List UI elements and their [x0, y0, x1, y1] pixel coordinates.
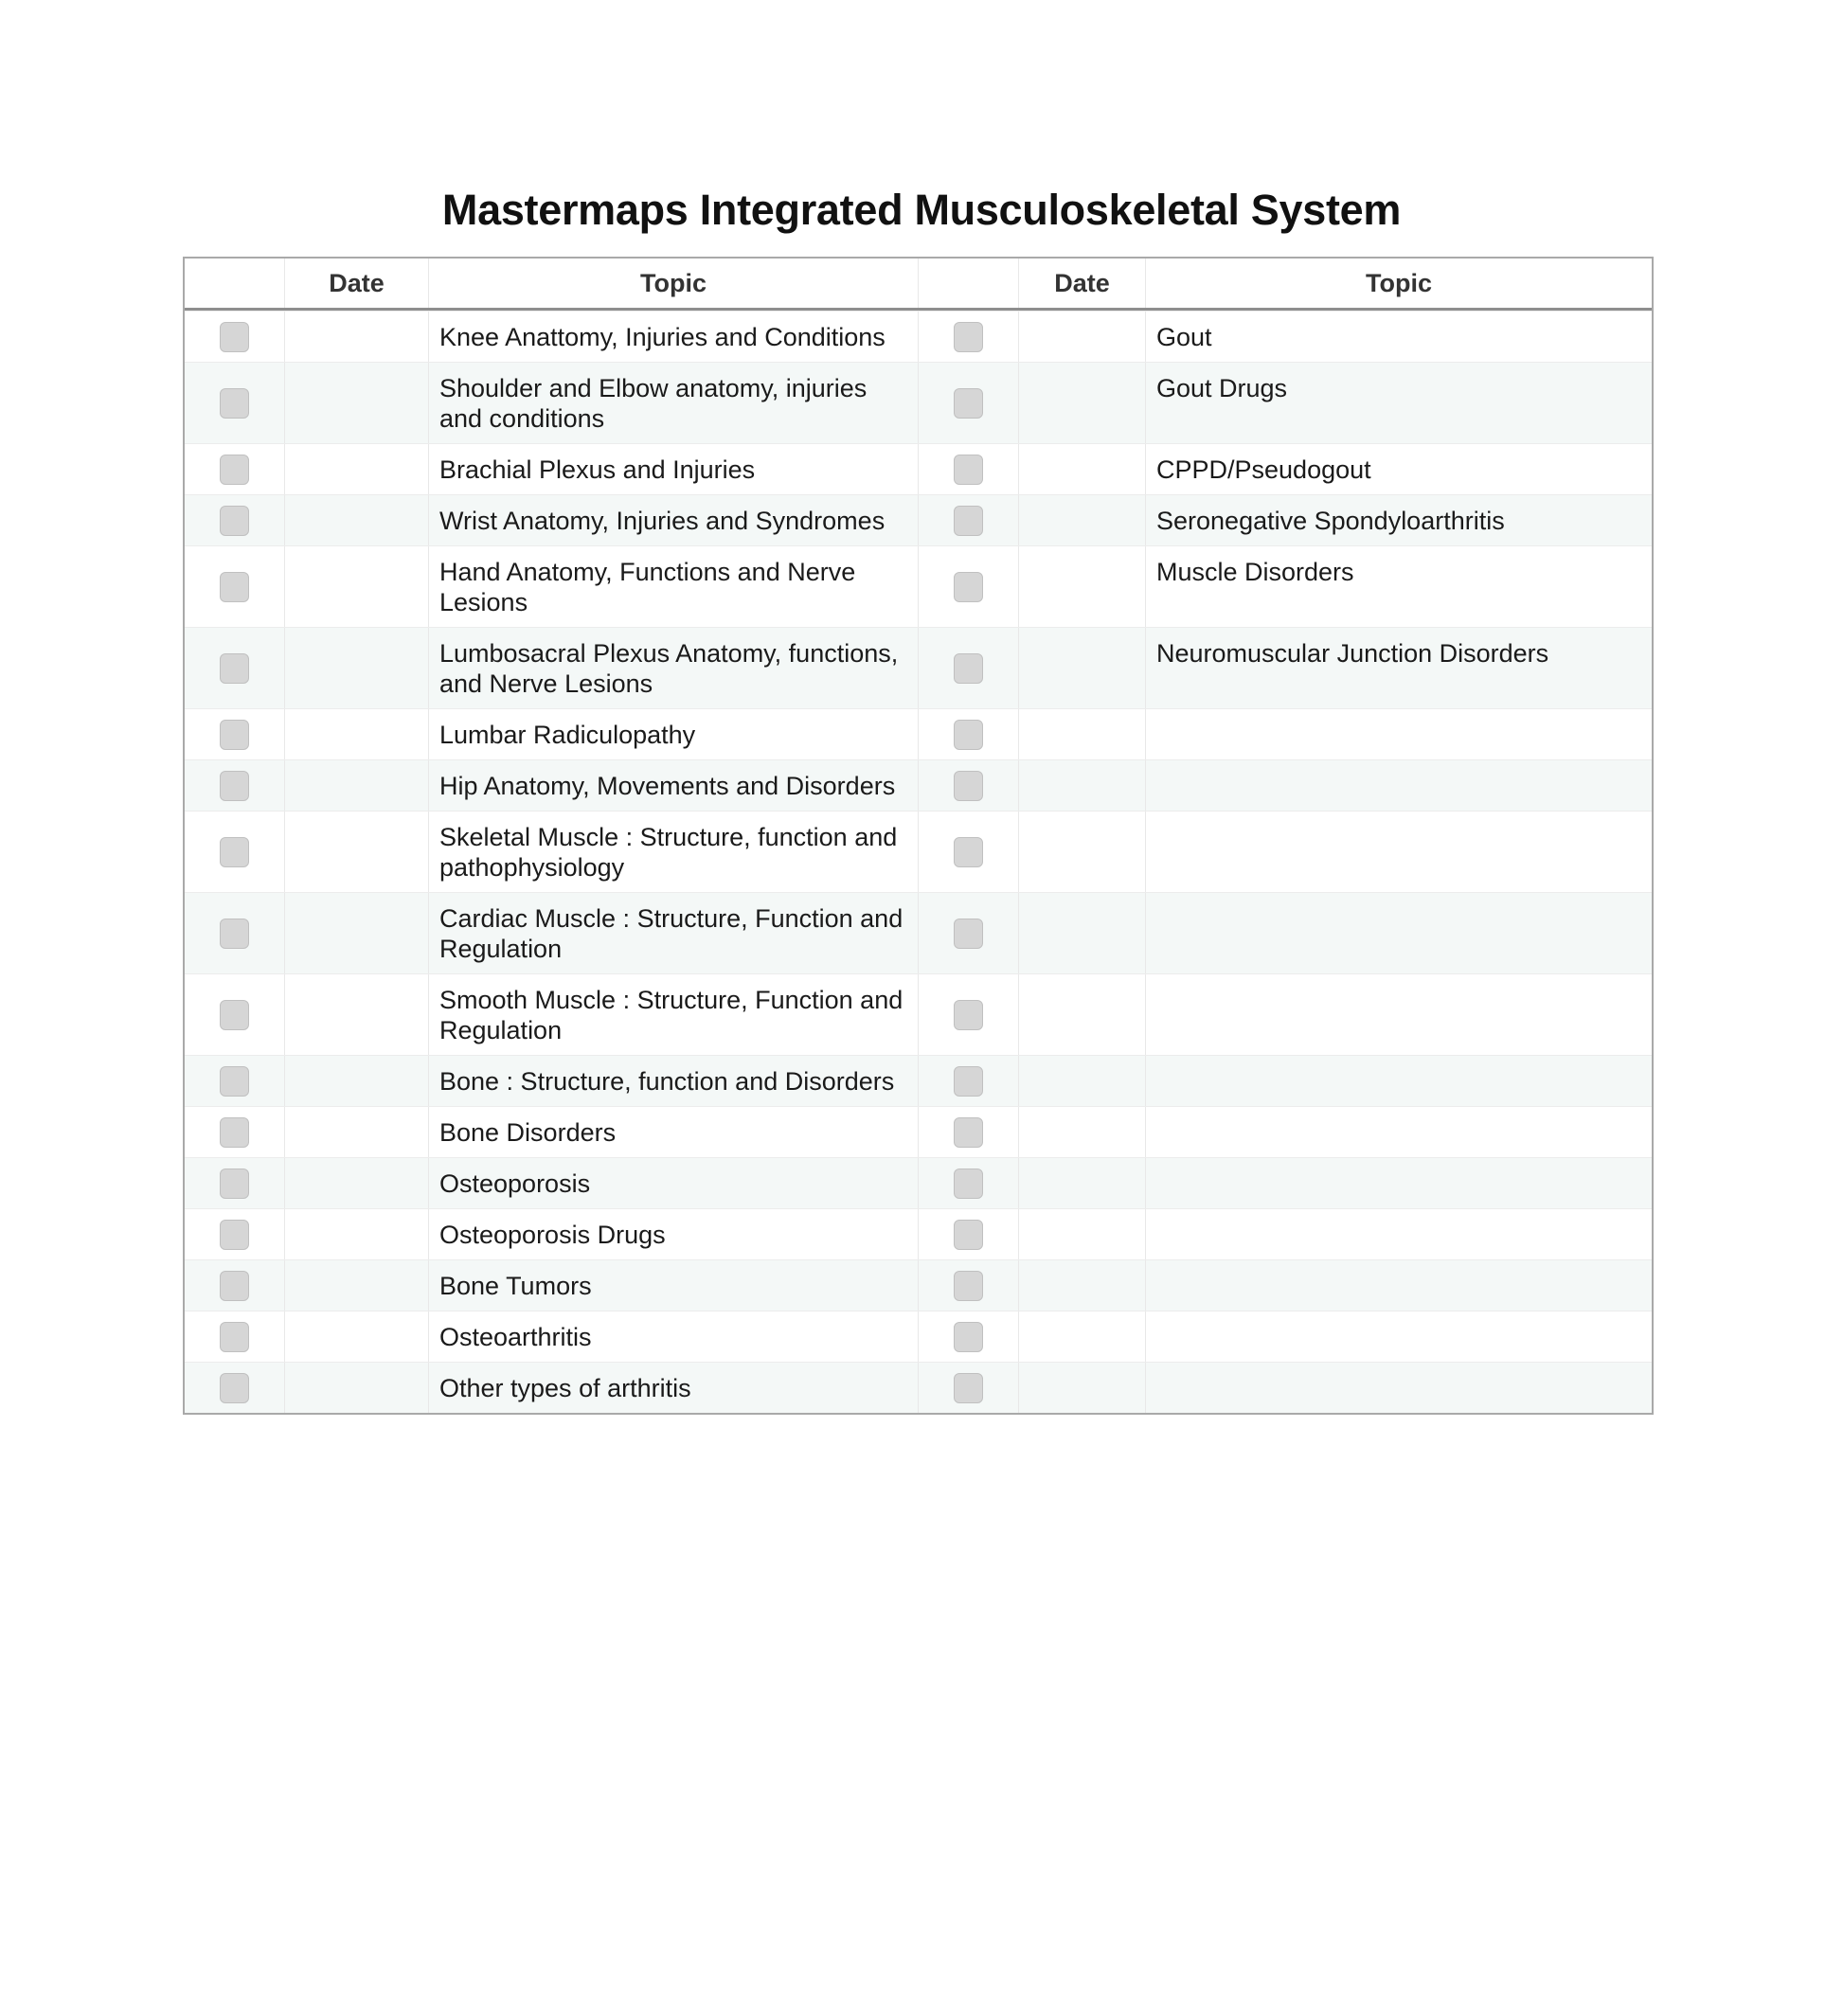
check-cell-left [185, 363, 284, 443]
check-cell-left [185, 893, 284, 973]
table-row [185, 1208, 1652, 1259]
date-cell-right[interactable] [1018, 812, 1145, 892]
check-cell-left [185, 1107, 284, 1157]
checkbox-left[interactable] [220, 1066, 249, 1097]
date-cell-left[interactable] [284, 812, 428, 892]
topic-cell-right [1145, 1107, 1652, 1157]
date-cell-right[interactable] [1018, 1260, 1145, 1311]
checkbox-right[interactable] [954, 1169, 983, 1199]
checkbox-right[interactable] [954, 837, 983, 867]
table-body [185, 311, 1652, 1413]
header-check-col-right [918, 259, 1018, 308]
check-cell-right [918, 1158, 1018, 1208]
topic-cell-left: Bone : Structure, function and Disorders [428, 1056, 918, 1106]
checkbox-right[interactable] [954, 1117, 983, 1148]
check-cell-right [918, 1056, 1018, 1106]
check-cell-right [918, 893, 1018, 973]
table-row [185, 973, 1652, 1055]
checkbox-left[interactable] [220, 322, 249, 352]
date-cell-right[interactable] [1018, 312, 1145, 362]
topic-cell-left: Skeletal Muscle : Structure, function and pathophysiology [428, 812, 918, 892]
table-row [185, 1259, 1652, 1311]
checkbox-left[interactable] [220, 837, 249, 867]
checkbox-right[interactable] [954, 1271, 983, 1301]
checkbox-left[interactable] [220, 1220, 249, 1250]
checkbox-right[interactable] [954, 653, 983, 684]
date-cell-right[interactable] [1018, 546, 1145, 627]
date-cell-left[interactable] [284, 1363, 428, 1413]
checkbox-right[interactable] [954, 455, 983, 485]
date-cell-left[interactable] [284, 1260, 428, 1311]
table-header [185, 259, 1652, 311]
check-cell-right [918, 1311, 1018, 1362]
checkbox-left[interactable] [220, 919, 249, 949]
checkbox-left[interactable] [220, 653, 249, 684]
checkbox-left[interactable] [220, 506, 249, 536]
checkbox-left[interactable] [220, 572, 249, 602]
table-row [185, 1362, 1652, 1413]
topic-cell-left: Knee Anattomy, Injuries and Conditions [428, 312, 918, 362]
table-row [185, 759, 1652, 811]
date-cell-left[interactable] [284, 1056, 428, 1106]
checkbox-right[interactable] [954, 919, 983, 949]
check-cell-left [185, 760, 284, 811]
topic-cell-left: Bone Disorders [428, 1107, 918, 1157]
date-cell-right[interactable] [1018, 709, 1145, 759]
check-cell-left [185, 1311, 284, 1362]
topic-cell-right [1145, 1158, 1652, 1208]
check-cell-right [918, 974, 1018, 1055]
checkbox-right[interactable] [954, 720, 983, 750]
checkbox-right[interactable] [954, 1066, 983, 1097]
topic-cell-right [1145, 974, 1652, 1055]
checkbox-left[interactable] [220, 771, 249, 801]
table-row [185, 1106, 1652, 1157]
topic-cell-left: Hip Anatomy, Movements and Disorders [428, 760, 918, 811]
date-cell-left[interactable] [284, 893, 428, 973]
check-cell-right [918, 812, 1018, 892]
check-cell-left [185, 1260, 284, 1311]
date-cell-left[interactable] [284, 628, 428, 708]
topic-cell-right: CPPD/Pseudogout [1145, 444, 1652, 494]
check-cell-left [185, 1056, 284, 1106]
checkbox-right[interactable] [954, 1220, 983, 1250]
topic-cell-right [1145, 1311, 1652, 1362]
checkbox-left[interactable] [220, 1322, 249, 1352]
check-cell-left [185, 974, 284, 1055]
check-cell-right [918, 546, 1018, 627]
table-row [185, 1157, 1652, 1208]
date-cell-left[interactable] [284, 1107, 428, 1157]
date-cell-right[interactable] [1018, 1107, 1145, 1157]
table-row [185, 708, 1652, 759]
checkbox-left[interactable] [220, 1271, 249, 1301]
topic-cell-right [1145, 812, 1652, 892]
date-cell-right[interactable] [1018, 1158, 1145, 1208]
topic-cell-left: Lumbar Radiculopathy [428, 709, 918, 759]
checklist-table [183, 257, 1654, 1415]
topic-cell-right [1145, 893, 1652, 973]
table-row [185, 1055, 1652, 1106]
date-cell-right[interactable] [1018, 495, 1145, 545]
date-cell-left[interactable] [284, 1209, 428, 1259]
checkbox-right[interactable] [954, 1000, 983, 1030]
check-cell-left [185, 444, 284, 494]
topic-cell-left: Wrist Anatomy, Injuries and Syndromes [428, 495, 918, 545]
table-row [185, 811, 1652, 892]
check-cell-right [918, 495, 1018, 545]
date-cell-right[interactable] [1018, 1056, 1145, 1106]
topic-cell-left: Osteoporosis [428, 1158, 918, 1208]
header-date-left: Date [284, 259, 428, 308]
topic-cell-left: Brachial Plexus and Injuries [428, 444, 918, 494]
check-cell-left [185, 546, 284, 627]
topic-cell-right [1145, 1056, 1652, 1106]
checkbox-right[interactable] [954, 322, 983, 352]
check-cell-right [918, 363, 1018, 443]
date-cell-left[interactable] [284, 974, 428, 1055]
topic-cell-left: Osteoarthritis [428, 1311, 918, 1362]
topic-cell-right: Gout Drugs [1145, 363, 1652, 443]
checkbox-right[interactable] [954, 506, 983, 536]
check-cell-left [185, 495, 284, 545]
table-row [185, 362, 1652, 443]
checkbox-right[interactable] [954, 1373, 983, 1403]
check-cell-left [185, 1363, 284, 1413]
check-cell-right [918, 312, 1018, 362]
check-cell-left [185, 628, 284, 708]
checkbox-right[interactable] [954, 771, 983, 801]
table-row [185, 494, 1652, 545]
table-row [185, 545, 1652, 627]
check-cell-right [918, 1363, 1018, 1413]
date-cell-left[interactable] [284, 760, 428, 811]
date-cell-right[interactable] [1018, 893, 1145, 973]
topic-cell-right [1145, 1363, 1652, 1413]
date-cell-left[interactable] [284, 363, 428, 443]
topic-cell-right [1145, 1260, 1652, 1311]
topic-cell-left: Lumbosacral Plexus Anatomy, functions, and Nerve Lesions [428, 628, 918, 708]
date-cell-left[interactable] [284, 444, 428, 494]
table-row [185, 443, 1652, 494]
checkbox-left[interactable] [220, 1373, 249, 1403]
checkbox-left[interactable] [220, 1117, 249, 1148]
date-cell-right[interactable] [1018, 974, 1145, 1055]
topic-cell-right: Muscle Disorders [1145, 546, 1652, 627]
header-topic-right: Topic [1145, 259, 1652, 308]
check-cell-right [918, 444, 1018, 494]
date-cell-left[interactable] [284, 1311, 428, 1362]
topic-cell-left: Cardiac Muscle : Structure, Function and Regulation [428, 893, 918, 973]
date-cell-left[interactable] [284, 546, 428, 627]
check-cell-right [918, 1107, 1018, 1157]
page-title: Mastermaps Integrated Musculoskeletal System [441, 186, 1402, 234]
topic-cell-left: Shoulder and Elbow anatomy, injuries and conditions [428, 363, 918, 443]
date-cell-right[interactable] [1018, 444, 1145, 494]
check-cell-left [185, 1158, 284, 1208]
checkbox-left[interactable] [220, 455, 249, 485]
header-date-right: Date [1018, 259, 1145, 308]
header-topic-left: Topic [428, 259, 918, 308]
topic-cell-left: Other types of arthritis [428, 1363, 918, 1413]
check-cell-left [185, 812, 284, 892]
checkbox-left[interactable] [220, 720, 249, 750]
check-cell-right [918, 709, 1018, 759]
topic-cell-right: Gout [1145, 312, 1652, 362]
check-cell-right [918, 1209, 1018, 1259]
topic-cell-right: Neuromuscular Junction Disorders [1145, 628, 1652, 708]
table-row [185, 311, 1652, 362]
checkbox-right[interactable] [954, 572, 983, 602]
check-cell-right [918, 1260, 1018, 1311]
check-cell-left [185, 312, 284, 362]
topic-cell-left: Bone Tumors [428, 1260, 918, 1311]
topic-cell-left: Osteoporosis Drugs [428, 1209, 918, 1259]
check-cell-right [918, 760, 1018, 811]
date-cell-right[interactable] [1018, 1209, 1145, 1259]
check-cell-left [185, 709, 284, 759]
topic-cell-right [1145, 709, 1652, 759]
date-cell-left[interactable] [284, 709, 428, 759]
topic-cell-right: Seronegative Spondyloarthritis [1145, 495, 1652, 545]
table-row [185, 1311, 1652, 1362]
date-cell-right[interactable] [1018, 760, 1145, 811]
header-check-col-left [185, 259, 284, 308]
checkbox-left[interactable] [220, 1000, 249, 1030]
topic-cell-left: Hand Anatomy, Functions and Nerve Lesions [428, 546, 918, 627]
date-cell-left[interactable] [284, 495, 428, 545]
topic-cell-right [1145, 1209, 1652, 1259]
table-row [185, 627, 1652, 708]
check-cell-right [918, 628, 1018, 708]
date-cell-left[interactable] [284, 1158, 428, 1208]
topic-cell-left: Smooth Muscle : Structure, Function and Regulation [428, 974, 918, 1055]
date-cell-right[interactable] [1018, 628, 1145, 708]
topic-cell-right [1145, 760, 1652, 811]
checkbox-left[interactable] [220, 1169, 249, 1199]
checkbox-left[interactable] [220, 388, 249, 419]
date-cell-left[interactable] [284, 312, 428, 362]
table-row [185, 892, 1652, 973]
checkbox-right[interactable] [954, 388, 983, 419]
date-cell-right[interactable] [1018, 1311, 1145, 1362]
date-cell-right[interactable] [1018, 363, 1145, 443]
check-cell-left [185, 1209, 284, 1259]
date-cell-right[interactable] [1018, 1363, 1145, 1413]
checkbox-right[interactable] [954, 1322, 983, 1352]
